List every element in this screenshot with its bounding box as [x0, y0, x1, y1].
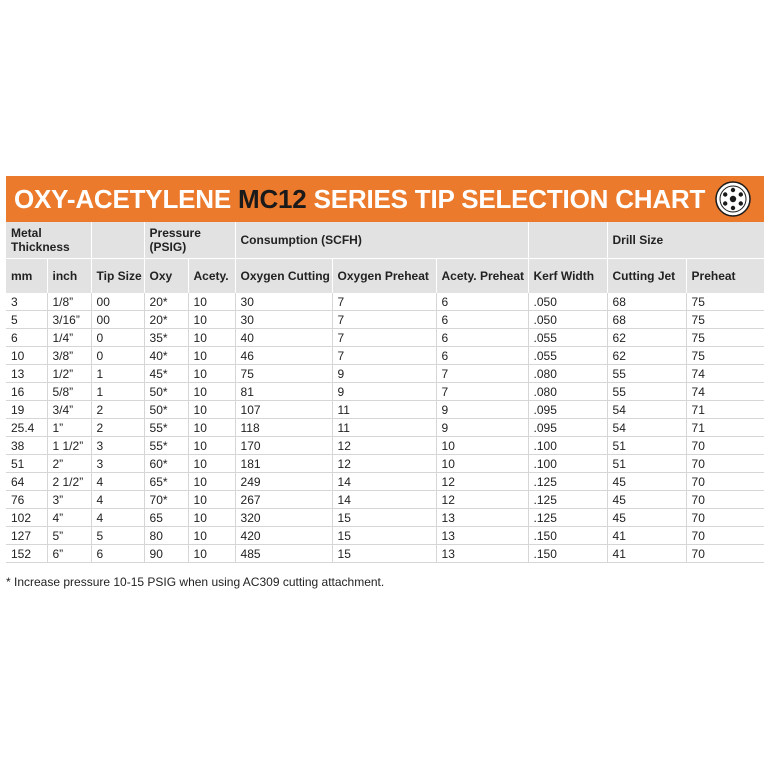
- table-cell: 7: [332, 293, 436, 311]
- table-cell: .150: [528, 545, 607, 563]
- table-cell: 25.4: [6, 419, 47, 437]
- table-cell: 5: [6, 311, 47, 329]
- table-cell: 10: [188, 437, 235, 455]
- header-blank: [528, 222, 607, 259]
- table-cell: 10: [188, 293, 235, 311]
- table-cell: 13: [436, 545, 528, 563]
- table-cell: 19: [6, 401, 47, 419]
- table-cell: 5/8”: [47, 383, 91, 401]
- table-cell: 45*: [144, 365, 188, 383]
- table-row: [6, 311, 764, 329]
- table-cell: 65*: [144, 473, 188, 491]
- table-cell: 0: [91, 347, 144, 365]
- title-model: MC12: [238, 183, 307, 214]
- table-cell: 51: [607, 455, 686, 473]
- table-row: [6, 293, 764, 311]
- table-cell: 3”: [47, 491, 91, 509]
- table-cell: 420: [235, 527, 332, 545]
- table-cell: 15: [332, 509, 436, 527]
- table-cell: 170: [235, 437, 332, 455]
- table-cell: 267: [235, 491, 332, 509]
- table-cell: .050: [528, 293, 607, 311]
- table-cell: 70: [686, 527, 764, 545]
- title-suffix: SERIES TIP SELECTION CHART: [306, 183, 706, 214]
- table-cell: 40: [235, 329, 332, 347]
- table-cell: 38: [6, 437, 47, 455]
- table-cell: .055: [528, 347, 607, 365]
- table-cell: 50*: [144, 401, 188, 419]
- table-cell: 485: [235, 545, 332, 563]
- table-cell: 7: [332, 311, 436, 329]
- column-header: Acety. Preheat: [436, 259, 528, 294]
- table-cell: 14: [332, 491, 436, 509]
- table-cell: 3: [91, 437, 144, 455]
- table-cell: 6: [436, 329, 528, 347]
- table-cell: .100: [528, 455, 607, 473]
- table-cell: 70: [686, 491, 764, 509]
- table-cell: 54: [607, 401, 686, 419]
- table-cell: 68: [607, 311, 686, 329]
- table-cell: .150: [528, 527, 607, 545]
- table-cell: 4”: [47, 509, 91, 527]
- table-cell: 71: [686, 401, 764, 419]
- table-cell: 10: [188, 311, 235, 329]
- table-cell: 10: [188, 365, 235, 383]
- table-row: [6, 545, 764, 563]
- tip-selection-chart: [6, 176, 764, 589]
- table-cell: 1: [91, 383, 144, 401]
- table-cell: 11: [332, 419, 436, 437]
- table-cell: 10: [188, 347, 235, 365]
- column-header: Kerf Width: [528, 259, 607, 294]
- table-cell: 45: [607, 473, 686, 491]
- table-row: [6, 329, 764, 347]
- chart-title: [14, 184, 705, 215]
- table-cell: 16: [6, 383, 47, 401]
- table-row: [6, 527, 764, 545]
- table-cell: 55: [607, 365, 686, 383]
- table-cell: 1: [91, 365, 144, 383]
- table-cell: 68: [607, 293, 686, 311]
- table-cell: 10: [6, 347, 47, 365]
- table-cell: 3/8”: [47, 347, 91, 365]
- table-cell: 6: [436, 293, 528, 311]
- table-cell: 7: [436, 365, 528, 383]
- table-cell: 14: [332, 473, 436, 491]
- table-cell: 102: [6, 509, 47, 527]
- table-cell: 7: [332, 329, 436, 347]
- table-cell: 1”: [47, 419, 91, 437]
- table-cell: .080: [528, 383, 607, 401]
- table-cell: 70: [686, 473, 764, 491]
- table-cell: .095: [528, 401, 607, 419]
- table-cell: 70: [686, 509, 764, 527]
- table-cell: .095: [528, 419, 607, 437]
- table-cell: 10: [188, 527, 235, 545]
- table-row: [6, 383, 764, 401]
- table-cell: 71: [686, 419, 764, 437]
- header-group-row: [6, 222, 764, 259]
- table-cell: .125: [528, 473, 607, 491]
- table-cell: 10: [188, 419, 235, 437]
- table-cell: 65: [144, 509, 188, 527]
- table-cell: 41: [607, 545, 686, 563]
- table-cell: 2: [91, 401, 144, 419]
- table-cell: 64: [6, 473, 47, 491]
- table-cell: 90: [144, 545, 188, 563]
- chart-banner: [6, 176, 764, 222]
- table-cell: 55*: [144, 437, 188, 455]
- table-cell: 35*: [144, 329, 188, 347]
- column-header: Cutting Jet: [607, 259, 686, 294]
- table-row: [6, 347, 764, 365]
- table-cell: 9: [436, 419, 528, 437]
- table-cell: 60*: [144, 455, 188, 473]
- table-cell: .050: [528, 311, 607, 329]
- table-cell: 00: [91, 311, 144, 329]
- table-cell: 4: [91, 473, 144, 491]
- table-cell: 249: [235, 473, 332, 491]
- table-row: [6, 491, 764, 509]
- table-cell: 13: [436, 509, 528, 527]
- table-cell: 320: [235, 509, 332, 527]
- table-cell: 12: [436, 491, 528, 509]
- table-cell: 1 1/2”: [47, 437, 91, 455]
- table-cell: .080: [528, 365, 607, 383]
- cutting-tip-holes-icon: [714, 180, 752, 218]
- table-cell: 70: [686, 545, 764, 563]
- table-cell: 6”: [47, 545, 91, 563]
- table-cell: 62: [607, 347, 686, 365]
- table-cell: 51: [607, 437, 686, 455]
- table-cell: 13: [6, 365, 47, 383]
- table-cell: 181: [235, 455, 332, 473]
- table-cell: 30: [235, 311, 332, 329]
- table-cell: .125: [528, 491, 607, 509]
- table-cell: 7: [332, 347, 436, 365]
- header-pressure: Pressure (PSIG): [144, 222, 235, 259]
- column-header: inch: [47, 259, 91, 294]
- table-cell: 30: [235, 293, 332, 311]
- table-cell: 6: [436, 311, 528, 329]
- table-cell: 9: [436, 401, 528, 419]
- table-cell: 41: [607, 527, 686, 545]
- table-cell: 81: [235, 383, 332, 401]
- table-cell: 6: [436, 347, 528, 365]
- table-cell: 76: [6, 491, 47, 509]
- table-cell: 00: [91, 293, 144, 311]
- table-cell: 70: [686, 437, 764, 455]
- table-cell: 10: [188, 383, 235, 401]
- table-cell: .125: [528, 509, 607, 527]
- table-cell: 75: [686, 293, 764, 311]
- table-cell: 10: [188, 455, 235, 473]
- table-row: [6, 401, 764, 419]
- table-cell: 4: [91, 491, 144, 509]
- table-cell: 62: [607, 329, 686, 347]
- column-header: Preheat: [686, 259, 764, 294]
- table-cell: 10: [188, 545, 235, 563]
- table-row: [6, 437, 764, 455]
- table-cell: 46: [235, 347, 332, 365]
- table-cell: 55: [607, 383, 686, 401]
- table-cell: 127: [6, 527, 47, 545]
- table-cell: 6: [6, 329, 47, 347]
- table-cell: 75: [686, 329, 764, 347]
- table-cell: 5: [91, 527, 144, 545]
- table-cell: 74: [686, 383, 764, 401]
- table-cell: 1/8”: [47, 293, 91, 311]
- table-cell: 13: [436, 527, 528, 545]
- table-cell: 15: [332, 527, 436, 545]
- table-cell: 45: [607, 509, 686, 527]
- table-cell: 107: [235, 401, 332, 419]
- column-header: Oxygen Cutting: [235, 259, 332, 294]
- table-cell: 7: [436, 383, 528, 401]
- table-cell: 2 1/2”: [47, 473, 91, 491]
- table-row: [6, 455, 764, 473]
- table-row: [6, 419, 764, 437]
- table-cell: 75: [686, 311, 764, 329]
- table-cell: 15: [332, 545, 436, 563]
- table-cell: 152: [6, 545, 47, 563]
- table-cell: 10: [188, 329, 235, 347]
- table-cell: 10: [188, 401, 235, 419]
- table-cell: 11: [332, 401, 436, 419]
- column-header: Oxy: [144, 259, 188, 294]
- table-cell: 12: [332, 437, 436, 455]
- table-cell: 40*: [144, 347, 188, 365]
- table-cell: 74: [686, 365, 764, 383]
- table-cell: .055: [528, 329, 607, 347]
- table-cell: 6: [91, 545, 144, 563]
- tip-table: [6, 222, 765, 563]
- table-cell: 10: [188, 473, 235, 491]
- table-cell: 54: [607, 419, 686, 437]
- column-header: Oxygen Preheat: [332, 259, 436, 294]
- column-header: mm: [6, 259, 47, 294]
- table-cell: 4: [91, 509, 144, 527]
- table-cell: 55*: [144, 419, 188, 437]
- table-cell: 3/4”: [47, 401, 91, 419]
- header-metal-thickness: Metal Thickness: [6, 222, 91, 259]
- table-cell: 80: [144, 527, 188, 545]
- table-cell: 51: [6, 455, 47, 473]
- table-cell: .100: [528, 437, 607, 455]
- table-cell: 118: [235, 419, 332, 437]
- table-cell: 20*: [144, 311, 188, 329]
- table-row: [6, 473, 764, 491]
- table-row: [6, 365, 764, 383]
- table-cell: 3: [91, 455, 144, 473]
- column-header-row: [6, 259, 764, 294]
- table-body: [6, 293, 764, 563]
- table-cell: 0: [91, 329, 144, 347]
- table-cell: 45: [607, 491, 686, 509]
- header-consumption: Consumption (SCFH): [235, 222, 528, 259]
- table-cell: 12: [332, 455, 436, 473]
- table-cell: 3: [6, 293, 47, 311]
- table-cell: 2”: [47, 455, 91, 473]
- table-cell: 12: [436, 473, 528, 491]
- table-cell: 70*: [144, 491, 188, 509]
- header-drill-size: Drill Size: [607, 222, 764, 259]
- table-cell: 9: [332, 365, 436, 383]
- header-blank: [91, 222, 144, 259]
- footnote: * Increase pressure 10-15 PSIG when using AC309 cutting attachment.: [6, 575, 385, 589]
- table-cell: 5”: [47, 527, 91, 545]
- table-cell: 70: [686, 455, 764, 473]
- table-cell: 1/4”: [47, 329, 91, 347]
- table-cell: 10: [436, 437, 528, 455]
- table-cell: 20*: [144, 293, 188, 311]
- table-cell: 10: [188, 491, 235, 509]
- table-row: [6, 509, 764, 527]
- table-cell: 10: [436, 455, 528, 473]
- table-cell: 3/16”: [47, 311, 91, 329]
- column-header: Tip Size: [91, 259, 144, 294]
- table-cell: 10: [188, 509, 235, 527]
- table-cell: 75: [686, 347, 764, 365]
- table-cell: 75: [235, 365, 332, 383]
- table-cell: 1/2”: [47, 365, 91, 383]
- table-cell: 2: [91, 419, 144, 437]
- table-cell: 50*: [144, 383, 188, 401]
- table-cell: 9: [332, 383, 436, 401]
- title-prefix: OXY-ACETYLENE: [14, 183, 239, 214]
- column-header: Acety.: [188, 259, 235, 294]
